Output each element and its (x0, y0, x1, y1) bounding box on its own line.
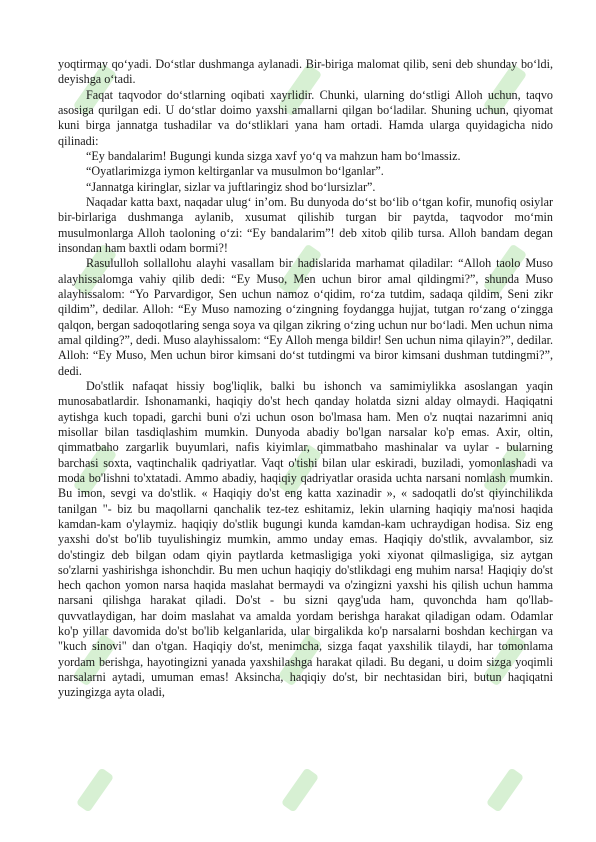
document-body (58, 57, 553, 701)
paragraph: Rasululloh sollallohu alayhi vasallam bir hadislarida marhamat qiladilar: “Alloh taolo Muso alayhissalomga vahiy qilib dedi: “Ey Muso, Men uchun biror amal qildingmi?”, shunda Muso alayhissalom: “Yo Parvardigor, Sen uchun namoz o‘qidim, ro‘za tutdim, sadaqa qildim, Seni zikr qildim”, dedilar. Alloh: “Ey Muso namozing o‘zingning foydangga hujjat, tutgan ro‘zang o‘zingga qalqon, bergan sadoqotlaring senga soya va qilgan zikring o‘zing uchun nur bo‘ladi. Men uchun nima amal qilding?”, dedi. Muso alayhissalom: “Ey Alloh menga bildir! Sen uchun nima qilayin?”, dedilar. Alloh: “Ey Muso, Men uchun biror kimsani do‘st tutdingmi va biror kimsani dushman tutdingmi?”, dedi. (58, 256, 553, 378)
paragraph: Faqat taqvodor do‘stlarning oqibati xayrlidir. Chunki, ularning do‘stligi Alloh uchun, taqvo asosiga qurilgan edi. U do‘stlar doimo yaxshi amallarni qilgan bo‘ladilar. Shuning uchun, qiyomat kuni birga jannatga tushadilar va do‘stliklari yana ham ortadi. Hamda ularga quyidagicha nido qilinadi: (58, 87, 553, 148)
paragraph: yoqtirmay qo‘yadi. Do‘stlar dushmanga aylanadi. Bir-biriga malomat qilib, seni deb shunday bo‘ldi, deyishga o‘tadi. (58, 57, 553, 87)
quote-line: “Jannatga kiringlar, sizlar va juftlaringiz shod bo‘lursizlar”. (86, 179, 376, 194)
quote-line: “Oyatlarimizga iymon keltirganlar va musulmon bo‘lganlar”. (86, 164, 384, 179)
quote-line: “Ey bandalarim! Bugungi kunda sizga xavf yo‘q va mahzun ham bo‘lmassiz. (86, 148, 461, 163)
paragraph: Do'stlik nafaqat hissiy bog'liqlik, balki bu ishonch va samimiylikka asoslangan yaqin munosabatlardir. Ishonamanki, haqiqiy do'st hech qanday holatda sizni alday olmaydi. Haqiqatni aytishga kuch topadi, garchi buni o'zi uchun oson bo'lmasa ham. Men o'z nuqtai nazarimni aniq misollar bilan tasdiqlashim mumkin. Dunyoda abadiy bo'lgan narsalar ko'p emas. Axir, oltin, qimmatbaho zargarlik buyumlari, nafis kiyimlar, qimmatbaho mashinalar va uylar - bularning barchasi soxta, vaqtinchalik qadriyatlar. Vaqt o'tishi bilan ular eskiradi, buziladi, yomonlashadi va moda bo'lishni to'xtatadi. Ammo abadiy, haqiqiy qadriyatlar orasida uchta narsani nomlash mumkin. Bu imon, sevgi va do'stlik. « Haqiqiy do'st eng katta xazinadir », « sadoqatli do'st qiyinchilikda tanilgan "- biz bu maqollarni qanchalik tez-tez eshitamiz, lekin ularning haqiqiy ma'nosi haqida kamdan-kam o'ylaymiz. haqiqiy do'stlik bugungi kunda kamdan-kam uchraydigan hodisa. Siz eng yaxshi do'st bo'lib tuyulishingiz mumkin, ammo unday emas. Haqiqiy do'stlik, avvalambor, siz do'stingiz deb bilgan odam qiyin paytlarda ketmasligiga yoki xiyonat qilmasligiga, siz aytgan so'zlarni yashirishga ishonchdir. Bu men uchun haqiqiy do'stlikdagi eng muhim narsa! Haqiqiy do'st hech qachon yomon narsa haqida maslahat bermaydi va o'zingizni yaxshi his qilish uchun hamma narsani qilishga harakat qiladi. Do'st - bu sizni qayg'uda ham, quvonchda ham qo'llab-quvvatlaydigan, har doim maslahat va amalda yordam berishga harakat qiladigan odam. Odamlar ko'p yillar davomida do'st bo'lib kelganlarida, ular birgalikda ko'p narsalarni boshdan kechirgan va "kuch sinovi" dan o'tgan. Haqiqiy do'st, menimcha, sizga faqat yaxshilik tilaydi, har tomonlama yordam berishga, hayotingizni yanada yaxshilashga harakat qiladi. Bu degani, u doim sizga yoqimli narsalarni aytadi, umuman emas! Aksincha, haqiqiy do'st, bir nechtasidan biri, butun haqiqatni yuzingizga ayta oladi, (58, 378, 553, 700)
paragraph: Naqadar katta baxt, naqadar ulug‘ in’om. Bu dunyoda do‘st bo‘lib o‘tgan kofir, munofiq osiylar bir-birlariga dushmanga aylanib, xusumat qilishib turgan bir paytda, taqvodor mo‘min musulmonlarga Alloh taoloning o‘zi: “Ey bandalarim”! deb xitob qilib tursa. Alloh bandam degan insondan ham baxtli odam bormi?! (58, 194, 553, 255)
